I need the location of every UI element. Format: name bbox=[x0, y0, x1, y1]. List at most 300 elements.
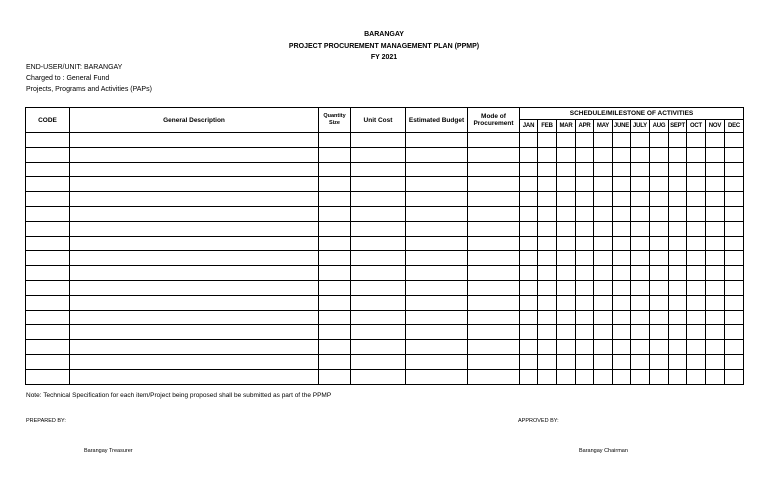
table-cell[interactable] bbox=[725, 221, 744, 236]
table-cell[interactable] bbox=[319, 221, 351, 236]
table-cell[interactable] bbox=[520, 177, 538, 192]
table-cell[interactable] bbox=[319, 192, 351, 207]
table-cell[interactable] bbox=[557, 354, 576, 369]
table-cell[interactable] bbox=[706, 177, 725, 192]
table-cell[interactable] bbox=[351, 236, 406, 251]
table-cell[interactable] bbox=[319, 325, 351, 340]
table-cell[interactable] bbox=[557, 162, 576, 177]
table-cell[interactable] bbox=[26, 177, 70, 192]
table-cell[interactable] bbox=[576, 206, 594, 221]
table-cell[interactable] bbox=[351, 221, 406, 236]
table-cell[interactable] bbox=[613, 354, 631, 369]
table-cell[interactable] bbox=[319, 133, 351, 148]
table-cell[interactable] bbox=[406, 221, 468, 236]
table-cell[interactable] bbox=[706, 221, 725, 236]
table-cell[interactable] bbox=[650, 251, 669, 266]
table-cell[interactable] bbox=[26, 354, 70, 369]
table-cell[interactable] bbox=[594, 280, 613, 295]
table-cell[interactable] bbox=[538, 147, 557, 162]
table-cell[interactable] bbox=[70, 251, 319, 266]
table-cell[interactable] bbox=[669, 236, 687, 251]
table-cell[interactable] bbox=[576, 280, 594, 295]
table-cell[interactable] bbox=[687, 221, 706, 236]
table-cell[interactable] bbox=[576, 266, 594, 281]
table-cell[interactable] bbox=[669, 133, 687, 148]
table-cell[interactable] bbox=[631, 310, 650, 325]
table-cell[interactable] bbox=[594, 251, 613, 266]
table-cell[interactable] bbox=[594, 177, 613, 192]
table-cell[interactable] bbox=[725, 310, 744, 325]
table-cell[interactable] bbox=[319, 251, 351, 266]
table-cell[interactable] bbox=[520, 280, 538, 295]
table-cell[interactable] bbox=[538, 251, 557, 266]
table-cell[interactable] bbox=[669, 251, 687, 266]
table-cell[interactable] bbox=[70, 192, 319, 207]
table-cell[interactable] bbox=[351, 251, 406, 266]
table-cell[interactable] bbox=[725, 340, 744, 355]
table-cell[interactable] bbox=[725, 133, 744, 148]
table-cell[interactable] bbox=[351, 147, 406, 162]
table-cell[interactable] bbox=[557, 280, 576, 295]
table-cell[interactable] bbox=[669, 192, 687, 207]
table-cell[interactable] bbox=[538, 133, 557, 148]
table-cell[interactable] bbox=[613, 147, 631, 162]
table-cell[interactable] bbox=[351, 192, 406, 207]
table-cell[interactable] bbox=[351, 266, 406, 281]
table-cell[interactable] bbox=[26, 147, 70, 162]
table-cell[interactable] bbox=[613, 206, 631, 221]
table-cell[interactable] bbox=[706, 236, 725, 251]
table-cell[interactable] bbox=[650, 192, 669, 207]
table-cell[interactable] bbox=[520, 147, 538, 162]
table-cell[interactable] bbox=[669, 310, 687, 325]
table-cell[interactable] bbox=[406, 236, 468, 251]
table-cell[interactable] bbox=[687, 206, 706, 221]
table-cell[interactable] bbox=[631, 369, 650, 384]
table-cell[interactable] bbox=[26, 295, 70, 310]
table-cell[interactable] bbox=[557, 147, 576, 162]
table-cell[interactable] bbox=[26, 236, 70, 251]
table-cell[interactable] bbox=[576, 369, 594, 384]
table-cell[interactable] bbox=[613, 325, 631, 340]
table-cell[interactable] bbox=[26, 251, 70, 266]
table-cell[interactable] bbox=[520, 354, 538, 369]
table-cell[interactable] bbox=[538, 206, 557, 221]
table-cell[interactable] bbox=[650, 354, 669, 369]
table-cell[interactable] bbox=[725, 280, 744, 295]
table-cell[interactable] bbox=[687, 369, 706, 384]
table-cell[interactable] bbox=[594, 354, 613, 369]
table-cell[interactable] bbox=[725, 192, 744, 207]
table-cell[interactable] bbox=[706, 295, 725, 310]
table-cell[interactable] bbox=[70, 206, 319, 221]
table-cell[interactable] bbox=[725, 147, 744, 162]
table-cell[interactable] bbox=[319, 236, 351, 251]
table-cell[interactable] bbox=[468, 295, 520, 310]
table-cell[interactable] bbox=[631, 236, 650, 251]
table-cell[interactable] bbox=[538, 280, 557, 295]
table-cell[interactable] bbox=[26, 266, 70, 281]
table-cell[interactable] bbox=[576, 177, 594, 192]
table-cell[interactable] bbox=[557, 325, 576, 340]
table-cell[interactable] bbox=[725, 369, 744, 384]
table-cell[interactable] bbox=[70, 310, 319, 325]
table-cell[interactable] bbox=[468, 192, 520, 207]
table-cell[interactable] bbox=[406, 266, 468, 281]
table-cell[interactable] bbox=[706, 162, 725, 177]
table-cell[interactable] bbox=[631, 206, 650, 221]
table-cell[interactable] bbox=[538, 295, 557, 310]
table-cell[interactable] bbox=[520, 251, 538, 266]
table-cell[interactable] bbox=[631, 192, 650, 207]
table-cell[interactable] bbox=[26, 280, 70, 295]
table-cell[interactable] bbox=[319, 340, 351, 355]
table-cell[interactable] bbox=[520, 325, 538, 340]
table-cell[interactable] bbox=[538, 177, 557, 192]
table-cell[interactable] bbox=[594, 325, 613, 340]
table-cell[interactable] bbox=[613, 295, 631, 310]
table-cell[interactable] bbox=[351, 162, 406, 177]
table-cell[interactable] bbox=[70, 162, 319, 177]
table-cell[interactable] bbox=[631, 251, 650, 266]
table-cell[interactable] bbox=[725, 206, 744, 221]
table-cell[interactable] bbox=[557, 295, 576, 310]
table-cell[interactable] bbox=[594, 266, 613, 281]
table-cell[interactable] bbox=[631, 266, 650, 281]
table-cell[interactable] bbox=[520, 221, 538, 236]
table-cell[interactable] bbox=[468, 251, 520, 266]
table-cell[interactable] bbox=[557, 251, 576, 266]
table-cell[interactable] bbox=[70, 177, 319, 192]
table-cell[interactable] bbox=[468, 177, 520, 192]
table-cell[interactable] bbox=[594, 295, 613, 310]
table-cell[interactable] bbox=[725, 177, 744, 192]
table-cell[interactable] bbox=[70, 325, 319, 340]
table-cell[interactable] bbox=[468, 340, 520, 355]
table-cell[interactable] bbox=[706, 369, 725, 384]
table-cell[interactable] bbox=[725, 251, 744, 266]
table-cell[interactable] bbox=[650, 325, 669, 340]
table-cell[interactable] bbox=[687, 310, 706, 325]
table-cell[interactable] bbox=[594, 369, 613, 384]
table-cell[interactable] bbox=[576, 310, 594, 325]
table-cell[interactable] bbox=[687, 325, 706, 340]
table-cell[interactable] bbox=[650, 206, 669, 221]
table-cell[interactable] bbox=[351, 280, 406, 295]
table-cell[interactable] bbox=[669, 354, 687, 369]
table-cell[interactable] bbox=[594, 310, 613, 325]
table-cell[interactable] bbox=[669, 325, 687, 340]
table-cell[interactable] bbox=[468, 221, 520, 236]
table-cell[interactable] bbox=[468, 354, 520, 369]
table-cell[interactable] bbox=[613, 236, 631, 251]
table-cell[interactable] bbox=[319, 147, 351, 162]
table-cell[interactable] bbox=[468, 280, 520, 295]
table-cell[interactable] bbox=[70, 369, 319, 384]
table-cell[interactable] bbox=[538, 369, 557, 384]
table-cell[interactable] bbox=[650, 236, 669, 251]
table-cell[interactable] bbox=[706, 280, 725, 295]
table-cell[interactable] bbox=[520, 192, 538, 207]
table-cell[interactable] bbox=[557, 369, 576, 384]
table-cell[interactable] bbox=[594, 192, 613, 207]
table-cell[interactable] bbox=[594, 340, 613, 355]
table-cell[interactable] bbox=[650, 369, 669, 384]
table-cell[interactable] bbox=[520, 310, 538, 325]
table-cell[interactable] bbox=[351, 310, 406, 325]
table-cell[interactable] bbox=[669, 206, 687, 221]
table-cell[interactable] bbox=[706, 192, 725, 207]
table-cell[interactable] bbox=[351, 354, 406, 369]
table-cell[interactable] bbox=[687, 354, 706, 369]
table-cell[interactable] bbox=[706, 251, 725, 266]
table-cell[interactable] bbox=[520, 340, 538, 355]
table-cell[interactable] bbox=[576, 340, 594, 355]
table-cell[interactable] bbox=[319, 295, 351, 310]
table-cell[interactable] bbox=[576, 236, 594, 251]
table-cell[interactable] bbox=[26, 206, 70, 221]
table-cell[interactable] bbox=[650, 280, 669, 295]
table-cell[interactable] bbox=[351, 295, 406, 310]
table-cell[interactable] bbox=[631, 147, 650, 162]
table-cell[interactable] bbox=[669, 221, 687, 236]
table-cell[interactable] bbox=[669, 280, 687, 295]
table-cell[interactable] bbox=[725, 162, 744, 177]
table-cell[interactable] bbox=[406, 369, 468, 384]
table-cell[interactable] bbox=[725, 266, 744, 281]
table-cell[interactable] bbox=[594, 236, 613, 251]
table-cell[interactable] bbox=[520, 206, 538, 221]
table-cell[interactable] bbox=[406, 325, 468, 340]
table-cell[interactable] bbox=[706, 133, 725, 148]
table-cell[interactable] bbox=[70, 133, 319, 148]
table-cell[interactable] bbox=[576, 325, 594, 340]
table-cell[interactable] bbox=[706, 206, 725, 221]
table-cell[interactable] bbox=[706, 354, 725, 369]
table-cell[interactable] bbox=[576, 295, 594, 310]
table-cell[interactable] bbox=[687, 133, 706, 148]
table-cell[interactable] bbox=[557, 177, 576, 192]
table-cell[interactable] bbox=[631, 162, 650, 177]
table-cell[interactable] bbox=[538, 221, 557, 236]
table-cell[interactable] bbox=[520, 295, 538, 310]
table-cell[interactable] bbox=[669, 266, 687, 281]
table-cell[interactable] bbox=[538, 192, 557, 207]
table-cell[interactable] bbox=[669, 162, 687, 177]
table-cell[interactable] bbox=[26, 325, 70, 340]
table-cell[interactable] bbox=[319, 177, 351, 192]
table-cell[interactable] bbox=[576, 147, 594, 162]
table-cell[interactable] bbox=[351, 340, 406, 355]
table-cell[interactable] bbox=[650, 162, 669, 177]
table-cell[interactable] bbox=[706, 266, 725, 281]
table-cell[interactable] bbox=[70, 340, 319, 355]
table-cell[interactable] bbox=[468, 369, 520, 384]
table-cell[interactable] bbox=[406, 206, 468, 221]
table-cell[interactable] bbox=[613, 133, 631, 148]
table-cell[interactable] bbox=[557, 221, 576, 236]
table-cell[interactable] bbox=[706, 340, 725, 355]
table-cell[interactable] bbox=[406, 251, 468, 266]
table-cell[interactable] bbox=[70, 221, 319, 236]
table-cell[interactable] bbox=[520, 162, 538, 177]
table-cell[interactable] bbox=[538, 236, 557, 251]
table-cell[interactable] bbox=[650, 266, 669, 281]
table-cell[interactable] bbox=[520, 266, 538, 281]
table-cell[interactable] bbox=[351, 206, 406, 221]
table-cell[interactable] bbox=[319, 280, 351, 295]
table-cell[interactable] bbox=[706, 310, 725, 325]
table-cell[interactable] bbox=[594, 206, 613, 221]
table-cell[interactable] bbox=[687, 266, 706, 281]
table-cell[interactable] bbox=[351, 177, 406, 192]
table-cell[interactable] bbox=[631, 177, 650, 192]
table-cell[interactable] bbox=[706, 147, 725, 162]
table-cell[interactable] bbox=[650, 221, 669, 236]
table-cell[interactable] bbox=[669, 177, 687, 192]
table-cell[interactable] bbox=[594, 162, 613, 177]
table-cell[interactable] bbox=[468, 266, 520, 281]
table-cell[interactable] bbox=[26, 221, 70, 236]
table-cell[interactable] bbox=[538, 266, 557, 281]
table-cell[interactable] bbox=[594, 133, 613, 148]
table-cell[interactable] bbox=[406, 177, 468, 192]
table-cell[interactable] bbox=[319, 310, 351, 325]
table-cell[interactable] bbox=[70, 236, 319, 251]
table-cell[interactable] bbox=[725, 295, 744, 310]
table-cell[interactable] bbox=[351, 325, 406, 340]
table-cell[interactable] bbox=[669, 147, 687, 162]
table-cell[interactable] bbox=[406, 133, 468, 148]
table-cell[interactable] bbox=[631, 221, 650, 236]
table-cell[interactable] bbox=[669, 295, 687, 310]
table-cell[interactable] bbox=[687, 162, 706, 177]
table-cell[interactable] bbox=[576, 221, 594, 236]
table-cell[interactable] bbox=[538, 354, 557, 369]
table-cell[interactable] bbox=[613, 340, 631, 355]
table-cell[interactable] bbox=[613, 251, 631, 266]
table-cell[interactable] bbox=[26, 192, 70, 207]
table-cell[interactable] bbox=[468, 147, 520, 162]
table-cell[interactable] bbox=[406, 354, 468, 369]
table-cell[interactable] bbox=[557, 340, 576, 355]
table-cell[interactable] bbox=[576, 251, 594, 266]
table-cell[interactable] bbox=[319, 369, 351, 384]
table-cell[interactable] bbox=[613, 177, 631, 192]
table-cell[interactable] bbox=[520, 133, 538, 148]
table-cell[interactable] bbox=[650, 310, 669, 325]
table-cell[interactable] bbox=[557, 236, 576, 251]
table-cell[interactable] bbox=[70, 266, 319, 281]
table-cell[interactable] bbox=[538, 325, 557, 340]
table-cell[interactable] bbox=[725, 325, 744, 340]
table-cell[interactable] bbox=[631, 325, 650, 340]
table-cell[interactable] bbox=[70, 354, 319, 369]
table-cell[interactable] bbox=[669, 340, 687, 355]
table-cell[interactable] bbox=[520, 369, 538, 384]
table-cell[interactable] bbox=[406, 162, 468, 177]
table-cell[interactable] bbox=[406, 147, 468, 162]
table-cell[interactable] bbox=[468, 325, 520, 340]
table-cell[interactable] bbox=[613, 280, 631, 295]
table-cell[interactable] bbox=[687, 340, 706, 355]
table-cell[interactable] bbox=[26, 162, 70, 177]
table-cell[interactable] bbox=[70, 147, 319, 162]
table-cell[interactable] bbox=[406, 280, 468, 295]
table-cell[interactable] bbox=[319, 162, 351, 177]
table-cell[interactable] bbox=[613, 221, 631, 236]
table-cell[interactable] bbox=[576, 162, 594, 177]
table-cell[interactable] bbox=[613, 369, 631, 384]
table-cell[interactable] bbox=[406, 310, 468, 325]
table-cell[interactable] bbox=[650, 133, 669, 148]
table-cell[interactable] bbox=[468, 206, 520, 221]
table-cell[interactable] bbox=[70, 295, 319, 310]
table-cell[interactable] bbox=[406, 340, 468, 355]
table-cell[interactable] bbox=[557, 133, 576, 148]
table-cell[interactable] bbox=[319, 266, 351, 281]
table-cell[interactable] bbox=[725, 354, 744, 369]
table-cell[interactable] bbox=[520, 236, 538, 251]
table-cell[interactable] bbox=[538, 340, 557, 355]
table-cell[interactable] bbox=[576, 354, 594, 369]
table-cell[interactable] bbox=[468, 162, 520, 177]
table-cell[interactable] bbox=[594, 147, 613, 162]
table-cell[interactable] bbox=[468, 236, 520, 251]
table-cell[interactable] bbox=[594, 221, 613, 236]
table-cell[interactable] bbox=[669, 369, 687, 384]
table-cell[interactable] bbox=[576, 133, 594, 148]
table-cell[interactable] bbox=[613, 310, 631, 325]
table-cell[interactable] bbox=[351, 369, 406, 384]
table-cell[interactable] bbox=[26, 310, 70, 325]
table-cell[interactable] bbox=[687, 177, 706, 192]
table-cell[interactable] bbox=[650, 340, 669, 355]
table-cell[interactable] bbox=[650, 147, 669, 162]
table-cell[interactable] bbox=[631, 133, 650, 148]
table-cell[interactable] bbox=[631, 295, 650, 310]
table-cell[interactable] bbox=[319, 206, 351, 221]
table-cell[interactable] bbox=[613, 266, 631, 281]
table-cell[interactable] bbox=[468, 310, 520, 325]
table-cell[interactable] bbox=[26, 133, 70, 148]
table-cell[interactable] bbox=[725, 236, 744, 251]
table-cell[interactable] bbox=[557, 310, 576, 325]
table-cell[interactable] bbox=[26, 340, 70, 355]
table-cell[interactable] bbox=[687, 295, 706, 310]
table-cell[interactable] bbox=[319, 354, 351, 369]
table-cell[interactable] bbox=[687, 251, 706, 266]
table-cell[interactable] bbox=[557, 192, 576, 207]
table-cell[interactable] bbox=[70, 280, 319, 295]
table-cell[interactable] bbox=[631, 340, 650, 355]
table-cell[interactable] bbox=[687, 280, 706, 295]
table-cell[interactable] bbox=[538, 310, 557, 325]
table-cell[interactable] bbox=[468, 133, 520, 148]
table-cell[interactable] bbox=[687, 147, 706, 162]
table-cell[interactable] bbox=[613, 162, 631, 177]
table-cell[interactable] bbox=[613, 192, 631, 207]
table-cell[interactable] bbox=[687, 192, 706, 207]
table-cell[interactable] bbox=[406, 192, 468, 207]
table-cell[interactable] bbox=[406, 295, 468, 310]
table-cell[interactable] bbox=[538, 162, 557, 177]
table-cell[interactable] bbox=[706, 325, 725, 340]
table-cell[interactable] bbox=[557, 206, 576, 221]
table-cell[interactable] bbox=[631, 280, 650, 295]
table-cell[interactable] bbox=[687, 236, 706, 251]
table-cell[interactable] bbox=[631, 354, 650, 369]
